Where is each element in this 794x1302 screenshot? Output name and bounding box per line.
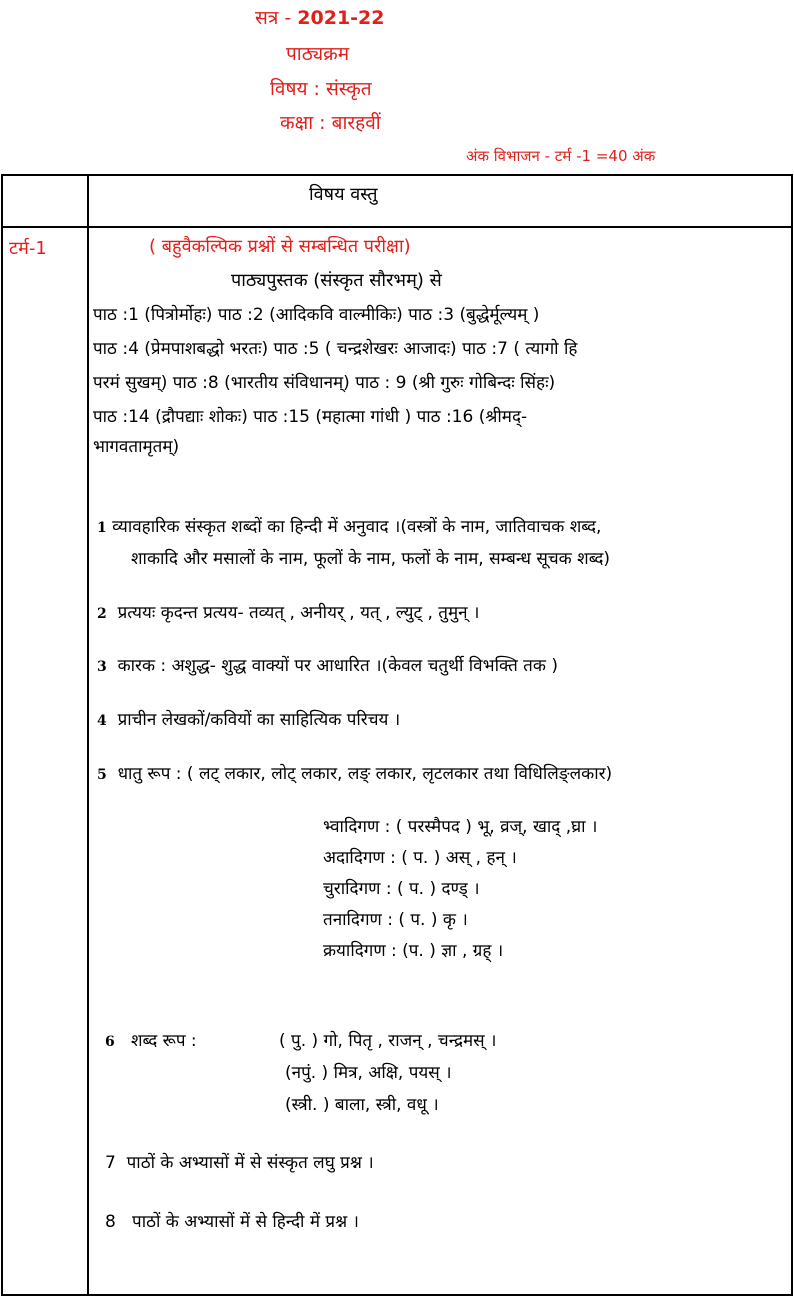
list-item: [97, 514, 601, 537]
session-year: 2021-22: [297, 7, 385, 29]
lessons-line: भागवतामृतम्): [93, 437, 180, 457]
item-number: 5: [97, 767, 107, 783]
lessons-line: परमं सुखम्) पाठ :8 (भारतीय संविधानम्) पाठ : 9 (श्री गुरुः गोबिन्दः सिंहः): [93, 373, 556, 393]
dhatu-form: क्रयादिगण : (प. ) ज्ञा , ग्रह् ।: [323, 941, 504, 961]
marks-distribution: अंक विभाजन - टर्म -1 =40 अंक: [466, 147, 656, 165]
list-item: [105, 1209, 359, 1232]
item-number: 2: [97, 606, 107, 622]
term-label: टर्म-1: [9, 238, 47, 259]
session-heading: [255, 4, 385, 30]
list-item: [97, 653, 558, 676]
item-text: पाठों के अभ्यासों में से हिन्दी में प्रश्न ।: [132, 1212, 359, 1232]
subject-heading: विषय : संस्कृत: [270, 78, 372, 100]
item-text: कारक : अशुद्ध- शुद्ध वाक्यों पर आधारित ।(केवल चतुर्थी विभक्ति तक ): [117, 656, 558, 676]
dhatu-form: चुरादिगण : ( प. ) दण्ड् ।: [323, 879, 480, 899]
list-item: [105, 1150, 374, 1173]
dhatu-form: अदादिगण : ( प. ) अस् , हन् ।: [323, 848, 517, 868]
list-item: [97, 761, 612, 784]
list-item-continuation: शाकादि और मसालों के नाम, फूलों के नाम, फलों के नाम, सम्बन्ध सूचक शब्द): [131, 549, 611, 569]
item-number: 8: [105, 1212, 116, 1232]
item-text: प्राचीन लेखकों/कवियों का साहित्यिक परिचय ।: [117, 710, 401, 730]
syllabus-heading: पाठ्यक्रम: [286, 43, 350, 65]
dhatu-form: भ्वादिगण : ( परस्मैपद ) भू, व्रज्, खाद् ,घ्रा ।: [323, 817, 598, 837]
exam-type: ( बहुवैकल्पिक प्रश्नों से सम्बन्धित परीक्षा): [149, 236, 411, 257]
syllabus-table: [1, 174, 793, 1296]
item-text: व्यावहारिक संस्कृत शब्दों का हिन्दी में अनुवाद ।(वस्त्रों के नाम, जातिवाचक शब्द,: [112, 517, 602, 537]
item-number: 7: [105, 1153, 116, 1173]
item-number: 4: [97, 713, 107, 729]
item-text: पाठों के अभ्यासों में से संस्कृत लघु प्रश्न ।: [126, 1153, 374, 1173]
shabd-form: (नपुं. ) मित्र, अक्षि, पयस् ।: [285, 1063, 452, 1083]
item-number: 6: [105, 1034, 115, 1050]
header-row-divider: [3, 226, 791, 228]
item-number: 3: [97, 659, 107, 675]
item-text: प्रत्ययः कृदन्त प्रत्यय- तव्यत् , अनीयर् , यत् , ल्युट् , तुमुन् ।: [117, 603, 480, 623]
item-text: शब्द रूप :: [130, 1031, 197, 1051]
lessons-line: पाठ :4 (प्रेमपाशबद्धो भरतः) पाठ :5 ( चन्द्रशेखरः आजादः) पाठ :7 ( त्यागो हि: [93, 339, 578, 359]
shabd-form: ( पु. ) गो, पितृ , राजन् , चन्द्रमस् ।: [279, 1031, 497, 1051]
session-label: सत्र -: [255, 7, 298, 29]
textbook-line: पाठ्यपुस्तक (संस्कृत सौरभम्) से: [231, 270, 442, 291]
item-number: 1: [97, 520, 107, 536]
item-text: धातु रूप : ( लट् लकार, लोट् लकार, लङ् लकार, लृटलकार तथा विधिलिङ्लकार): [117, 764, 613, 784]
list-item: [97, 707, 400, 730]
dhatu-form: तनादिगण : ( प. ) कृ ।: [323, 910, 468, 930]
class-heading: कक्षा : बारहवीं: [280, 112, 381, 134]
column-header: विषय वस्तु: [309, 184, 378, 205]
lessons-line: पाठ :14 (द्रौपद्याः शोकः) पाठ :15 (महात्मा गांधी ) पाठ :16 (श्रीमद्-: [93, 407, 528, 427]
lessons-line: पाठ :1 (पित्रोर्मोहः) पाठ :2 (आदिकवि वाल्मीकिः) पाठ :3 (बुद्धेर्मूल्यम् ): [93, 305, 540, 325]
column-divider: [87, 176, 89, 1294]
shabd-form: (स्त्री. ) बाला, स्त्री, वधू ।: [285, 1095, 439, 1115]
list-item: [97, 600, 479, 623]
list-item: [105, 1028, 197, 1051]
